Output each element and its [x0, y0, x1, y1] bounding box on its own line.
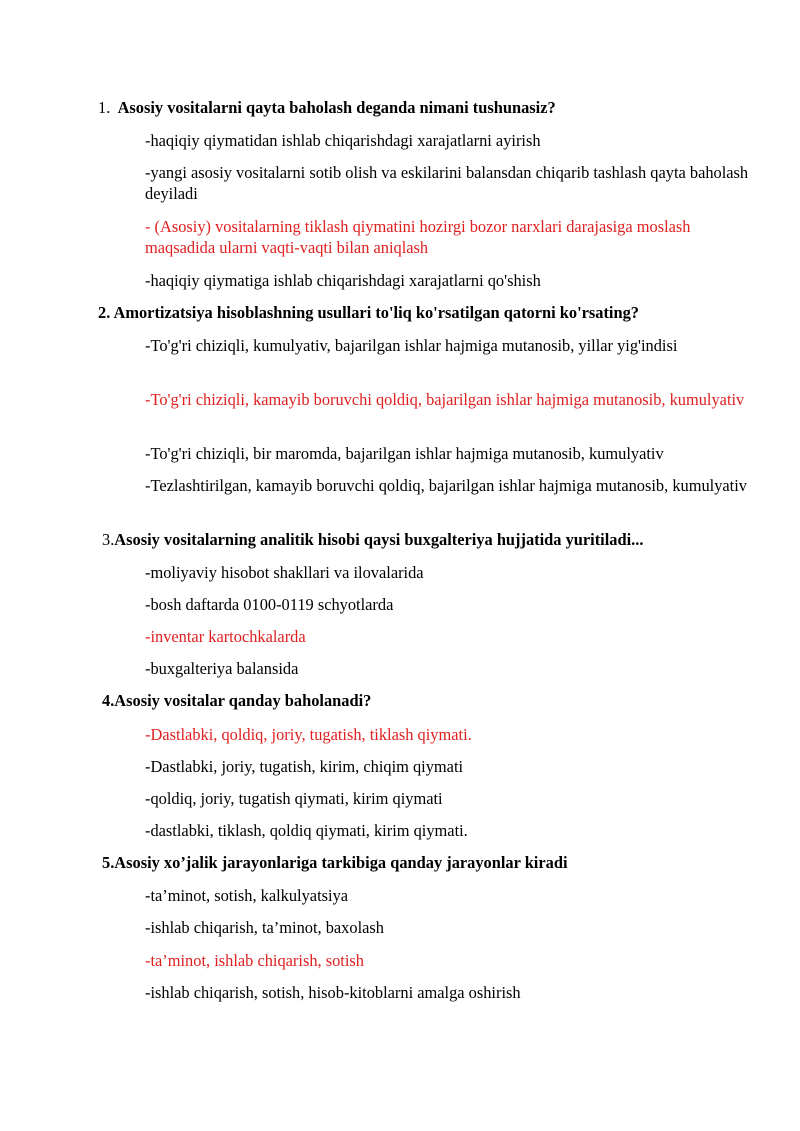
answer-option-correct: -ta’minot, ishlab chiqarish, sotish: [145, 951, 364, 970]
question-text: Asosiy vositalarning analitik hisobi qaysi buxgalteriya hujjatida yuritiladi...: [114, 530, 644, 549]
answer-option: -buxgalteriya balansida: [145, 659, 299, 678]
answer-option: -bosh daftarda 0100-0119 schyotlarda: [145, 595, 394, 614]
question-number: 4.: [102, 691, 115, 710]
question-1: [98, 98, 556, 118]
answer-option: -yangi asosiy vositalarni sotib olish va eskilarini balansdan chiqarib tashlash qayta baholash deyiladi: [145, 163, 749, 203]
answer-option-correct: -Dastlabki, qoldiq, joriy, tugatish, tiklash qiymati.: [145, 725, 472, 744]
question-number: 5.: [102, 853, 115, 872]
answer-option: -haqiqiy qiymatidan ishlab chiqarishdagi xarajatlarni ayirish: [145, 131, 541, 150]
answer-option: -ishlab chiqarish, ta’minot, baxolash: [145, 918, 384, 937]
question-number: 1.: [98, 98, 111, 117]
answer-option: -moliyaviy hisobot shakllari va ilovalarida: [145, 563, 424, 582]
question-text: Asosiy vositalarni qayta baholash deganda nimani tushunasiz?: [117, 98, 556, 117]
question-text: Amortizatsiya hisoblashning usullari to'liq ko'rsatilgan qatorni ko'rsating?: [113, 303, 639, 322]
answer-option: -haqiqiy qiymatiga ishlab chiqarishdagi xarajatlarni qo'shish: [145, 271, 541, 290]
answer-option: -ishlab chiqarish, sotish, hisob-kitoblarni amalga oshirish: [145, 983, 521, 1002]
answer-option: -To'g'ri chiziqli, bir maromda, bajarilgan ishlar hajmiga mutanosib, kumulyativ: [145, 444, 664, 463]
question-text: Asosiy xo’jalik jarayonlariga tarkibiga qanday jarayonlar kiradi: [114, 853, 568, 872]
question-3: [102, 530, 643, 550]
answer-option: -Tezlashtirilgan, kamayib boruvchi qoldiq, bajarilgan ishlar hajmiga mutanosib, kumulyativ: [145, 476, 747, 495]
answer-option: -To'g'ri chiziqli, kumulyativ, bajarilgan ishlar hajmiga mutanosib, yillar yig'indisi: [145, 336, 678, 355]
question-number: 2.: [98, 303, 111, 322]
question-2: [98, 303, 639, 323]
answer-option-correct: -inventar kartochkalarda: [145, 627, 306, 646]
answer-option: -qoldiq, joriy, tugatish qiymati, kirim qiymati: [145, 789, 443, 808]
question-4: [102, 691, 371, 711]
answer-option: -ta’minot, sotish, kalkulyatsiya: [145, 886, 349, 905]
answer-option-correct: - (Asosiy) vositalarning tiklash qiymatini hozirgi bozor narxlari darajasiga moslash maqsadida ularni vaqti-vaqti bilan aniqlash: [145, 217, 691, 257]
answer-option: -Dastlabki, joriy, tugatish, kirim, chiqim qiymati: [145, 757, 464, 776]
answer-option: -dastlabki, tiklash, qoldiq qiymati, kirim qiymati.: [145, 821, 468, 840]
question-5: [102, 853, 568, 873]
answer-option-correct: -To'g'ri chiziqli, kamayib boruvchi qoldiq, bajarilgan ishlar hajmiga mutanosib, kumulyativ: [145, 390, 745, 409]
question-text: Asosiy vositalar qanday baholanadi?: [114, 691, 372, 710]
question-number: 3.: [102, 530, 115, 549]
